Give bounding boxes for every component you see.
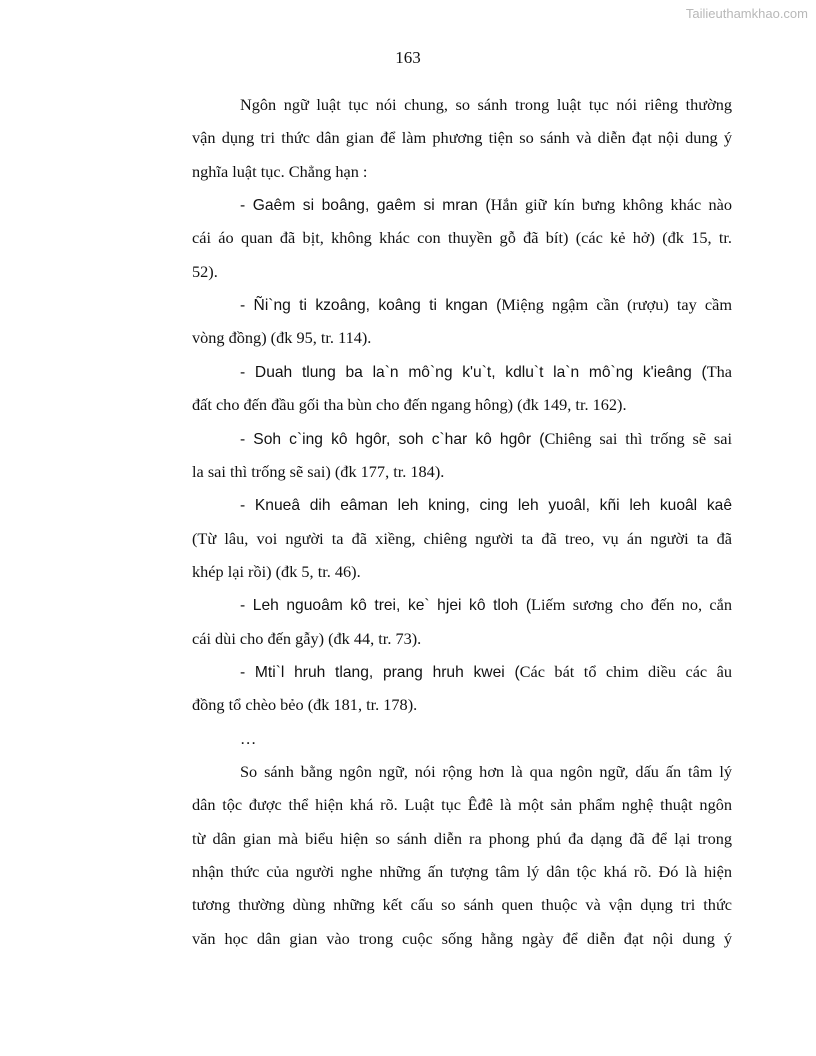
text-line xyxy=(192,794,732,816)
watermark: Tailieuthamkhao.com xyxy=(685,6,808,21)
text-line xyxy=(192,428,732,450)
text-line xyxy=(192,861,732,883)
vietnamese-text: đất cho đến đầu gối tha bùn cho đến ngang hông) (đk 149, tr. 162). xyxy=(192,395,627,415)
vietnamese-text: Chiêng sai thì trống sẽ sai xyxy=(544,428,732,448)
vietnamese-text: văn học dân gian vào trong cuộc sống hằng ngày để diễn đạt nội dung ý xyxy=(192,928,732,948)
text-line xyxy=(192,294,732,316)
vietnamese-text: Liếm sương cho đến no, cắn xyxy=(531,595,732,615)
vietnamese-text: nhận thức của người nghe những ấn tượng tâm lý dân tộc khá rõ. Đó là hiện xyxy=(192,862,732,882)
text-line xyxy=(192,594,732,616)
ede-phrase: - Gaêm si boâng, gaêm si mran ( xyxy=(240,197,491,215)
vietnamese-text: vận dụng tri thức dân gian để làm phương tiện so sánh và diễn đạt nội dung ý xyxy=(192,128,732,148)
vietnamese-text: tương thường dùng những kết cấu so sánh quen thuộc và vận dụng tri thức xyxy=(192,895,732,915)
text-line xyxy=(192,94,732,116)
vietnamese-text: Hắn giữ kín bưng không khác nào xyxy=(490,195,732,215)
vietnamese-text: la sai thì trống sẽ sai) (đk 177, tr. 184). xyxy=(192,461,445,481)
ede-phrase: - Leh nguoâm kô trei, ke` hjei kô tloh ( xyxy=(240,597,532,615)
vietnamese-text: … xyxy=(240,728,257,748)
text-line xyxy=(192,494,732,516)
vietnamese-text: từ dân gian mà biểu hiện so sánh diễn ra phong phú đa dạng đã để lại trong xyxy=(192,828,732,848)
text-line xyxy=(192,327,732,349)
vietnamese-text: 52). xyxy=(192,261,218,281)
text-line xyxy=(192,528,732,550)
text-line xyxy=(192,127,732,149)
text-line xyxy=(192,194,732,216)
ede-phrase: - Knueâ dih eâman leh kning, cing leh yuoâl, kñi leh kuoâl kaê xyxy=(240,497,732,515)
text-line xyxy=(192,828,732,850)
text-line xyxy=(192,561,732,583)
text-line xyxy=(192,694,732,716)
vietnamese-text: (Từ lâu, voi người ta đã xiềng, chiêng người ta đã treo, vụ án người ta đã xyxy=(192,528,732,548)
vietnamese-text: Các bát tổ chim diều các âu xyxy=(519,661,732,681)
text-line xyxy=(192,461,732,483)
text-line xyxy=(192,161,732,183)
vietnamese-text: cái dùi cho đến gẫy) (đk 44, tr. 73). xyxy=(192,628,422,648)
text-line xyxy=(192,661,732,683)
text-line xyxy=(192,894,732,916)
ede-phrase: - Duah tlung ba la`n mô`ng k'u`t, kdlu`t la`n mô`ng k'ieâng ( xyxy=(240,363,707,381)
vietnamese-text: vòng đồng) (đk 95, tr. 114). xyxy=(192,328,372,348)
text-line xyxy=(192,361,732,383)
ede-phrase: - Mti`l hruh tlang, prang hruh kwei ( xyxy=(240,663,520,681)
vietnamese-text: đồng tổ chèo bẻo (đk 181, tr. 178). xyxy=(192,695,418,715)
vietnamese-text: So sánh bằng ngôn ngữ, nói rộng hơn là qua ngôn ngữ, dấu ấn tâm lý xyxy=(240,762,732,781)
page-number: 163 xyxy=(395,48,421,67)
vietnamese-text: dân tộc được thể hiện khá rõ. Luật tục Êđê là một sản phẩm nghệ thuật ngôn xyxy=(192,795,732,815)
vietnamese-text: Tha xyxy=(706,361,732,381)
vietnamese-text: cái áo quan đã bịt, không khác con thuyền gỗ đã bít) (các kẻ hở) (đk 15, tr. xyxy=(192,228,732,248)
vietnamese-text: Miệng ngậm cần (rượu) tay cầm xyxy=(501,295,732,315)
vietnamese-text: khép lại rồi) (đk 5, tr. 46). xyxy=(192,561,361,581)
text-line xyxy=(192,628,732,650)
text-line xyxy=(192,227,732,249)
vietnamese-text: nghĩa luật tục. Chẳng hạn : xyxy=(192,161,368,181)
ede-phrase: - Soh c`ing kô hgôr, soh c`har kô hgôr ( xyxy=(240,430,545,448)
text-line xyxy=(192,928,732,950)
vietnamese-text: Ngôn ngữ luật tục nói chung, so sánh trong luật tục nói riêng thường xyxy=(240,95,732,114)
ede-phrase: - Ñi`ng ti kzoâng, koâng ti kngan ( xyxy=(240,297,502,315)
text-line xyxy=(192,728,732,750)
text-line xyxy=(192,761,732,783)
text-line xyxy=(192,394,732,416)
text-line xyxy=(192,261,732,283)
